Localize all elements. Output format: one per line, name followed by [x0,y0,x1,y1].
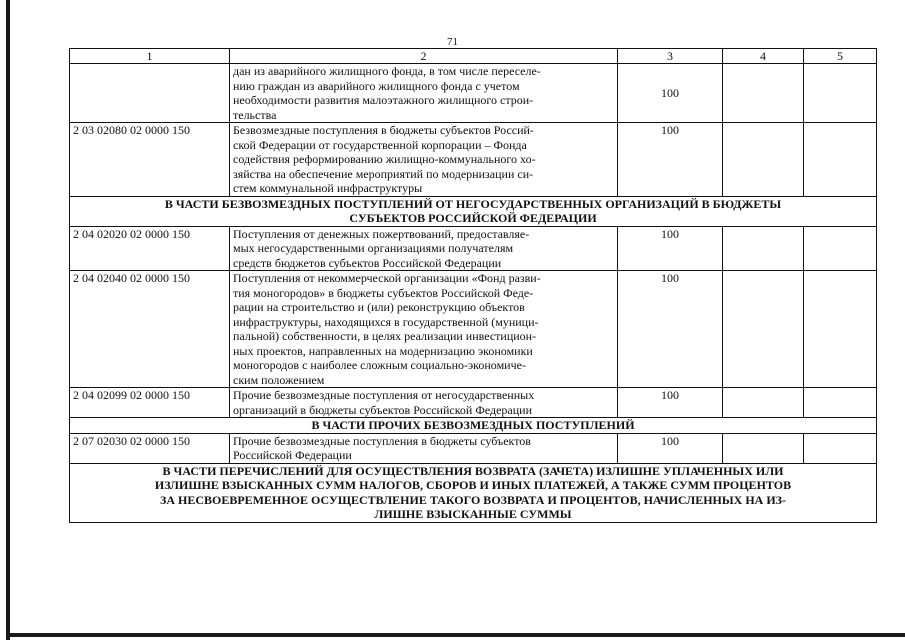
column-4-cell [723,123,804,197]
description-line: рации на строительство и (или) реконструкцию объектов [233,300,525,314]
section-heading [70,196,877,226]
column-5-cell [804,226,877,271]
column-number-4: 4 [723,49,804,64]
column-4-cell [723,64,804,123]
section-heading-line: В ЧАСТИ БЕЗВОЗМЕЗДНЫХ ПОСТУПЛЕНИЙ ОТ НЕГОСУДАРСТВЕННЫХ ОРГАНИЗАЦИЙ В БЮДЖЕТЫ [164,196,782,211]
column-4-cell [723,271,804,388]
standard-percent-cell: 100 [618,123,723,197]
section-heading [70,463,877,522]
column-5-cell [804,388,877,418]
section-header-row [70,463,877,522]
section-header-row [70,418,877,434]
description-line: стем коммунальной инфраструктуры [233,181,423,195]
column-5-cell [804,123,877,197]
page-number: 71 [447,36,458,48]
section-heading-line: СУБЪЕКТОВ РОССИЙСКОЙ ФЕДЕРАЦИИ [349,211,597,225]
column-4-cell [723,433,804,463]
standard-percent-cell: 100 [618,226,723,271]
description-line: моногородов с наиболее сложным социально-экономиче- [233,358,526,372]
revenue-code-cell: 2 04 02020 02 0000 150 [70,226,230,271]
description-cell [230,64,618,123]
column-5-cell [804,64,877,123]
revenue-code-cell [70,64,230,123]
description-line: Российской Федерации [233,448,352,462]
description-line: ской Федерации от государственной корпорации – Фонда [233,137,527,152]
column-number-1: 1 [70,49,230,64]
description-line: нию граждан из аварийного жилищного фонда с учетом [233,78,520,93]
description-line: тельства [233,107,277,122]
description-line: мых негосударственными организациями получателям [233,241,514,255]
revenue-code-cell: 2 03 02080 02 0000 150 [70,123,230,197]
standard-percent-cell: 100 [618,388,723,418]
section-heading [70,418,877,434]
revenue-codes-table [69,48,877,523]
description-line: Поступления от некоммерческой организации «Фонд разви- [233,271,541,285]
description-line: ных проектов, направленных на модернизацию экономики [233,343,533,358]
section-heading-line: ЛИШНЕ ВЗЫСКАННЫЕ СУММЫ [374,507,572,521]
section-heading-line: В ЧАСТИ ПЕРЕЧИСЛЕНИЙ ДЛЯ ОСУЩЕСТВЛЕНИЯ ВОЗВРАТА (ЗАЧЕТА) ИЗЛИШНЕ УПЛАЧЕННЫХ ИЛИ [162,463,784,478]
column-number-2: 2 [230,49,618,64]
description-line: дан из аварийного жилищного фонда, в том числе переселе- [233,64,541,78]
description-cell [230,433,618,463]
section-header-row [70,196,877,226]
column-number-3: 3 [618,49,723,64]
section-heading-line: В ЧАСТИ ПРОЧИХ БЕЗВОЗМЕЗДНЫХ ПОСТУПЛЕНИЙ [311,418,635,432]
description-line: содействия реформированию жилищно-коммунального хо- [233,152,536,166]
column-4-cell [723,388,804,418]
table-row [70,271,877,388]
column-4-cell [723,226,804,271]
description-line: Безвозмездные поступления в бюджеты субъектов Россий- [233,123,534,137]
description-line: Прочие безвозмездные поступления от негосударственных [233,388,535,402]
description-line: ским положением [233,372,325,387]
description-line: зяйства на обеспечение мероприятий по модернизации си- [233,166,534,181]
table-row [70,64,877,123]
description-cell [230,123,618,197]
table-row [70,388,877,418]
scan-left-border [6,0,10,640]
description-line: средств бюджетов субъектов Российской Федерации [233,255,502,270]
revenue-code-cell: 2 07 02030 02 0000 150 [70,433,230,463]
table-row [70,226,877,271]
description-line: тия моногородов» в бюджеты субъектов Российской Феде- [233,285,534,300]
section-heading-line: ЗА НЕСВОЕВРЕМЕННОЕ ОСУЩЕСТВЛЕНИЕ ТАКОГО ВОЗВРАТА И ПРОЦЕНТОВ, НАЧИСЛЕННЫХ НА ИЗ- [160,492,786,507]
table-row [70,123,877,197]
description-line: необходимости развития малоэтажного жилищного строи- [233,93,534,107]
description-cell [230,388,618,418]
standard-percent-cell: 100 [618,64,723,123]
section-heading-line: ИЗЛИШНЕ ВЗЫСКАННЫХ СУММ НАЛОГОВ, СБОРОВ И ИНЫХ ПЛАТЕЖЕЙ, А ТАКЖЕ СУММ ПРОЦЕНТОВ [154,478,792,492]
description-line: пальной) собственности, в целях реализации инвестицион- [233,329,537,343]
description-line: Прочие безвозмездные поступления в бюджеты субъектов [233,433,531,448]
description-cell [230,226,618,271]
description-line: организаций в бюджеты субъектов Российской Федерации [233,402,533,417]
column-number-5: 5 [804,49,877,64]
table-row [70,433,877,463]
table-header-row [70,49,877,64]
column-5-cell [804,271,877,388]
description-line: инфраструктуры, находящихся в государственной (муници- [233,314,539,329]
scan-bottom-border [6,633,905,637]
column-5-cell [804,433,877,463]
description-cell [230,271,618,388]
standard-percent-cell: 100 [618,271,723,388]
standard-percent-cell: 100 [618,433,723,463]
revenue-code-cell: 2 04 02099 02 0000 150 [70,388,230,418]
revenue-code-cell: 2 04 02040 02 0000 150 [70,271,230,388]
description-line: Поступления от денежных пожертвований, предоставляе- [233,226,530,241]
